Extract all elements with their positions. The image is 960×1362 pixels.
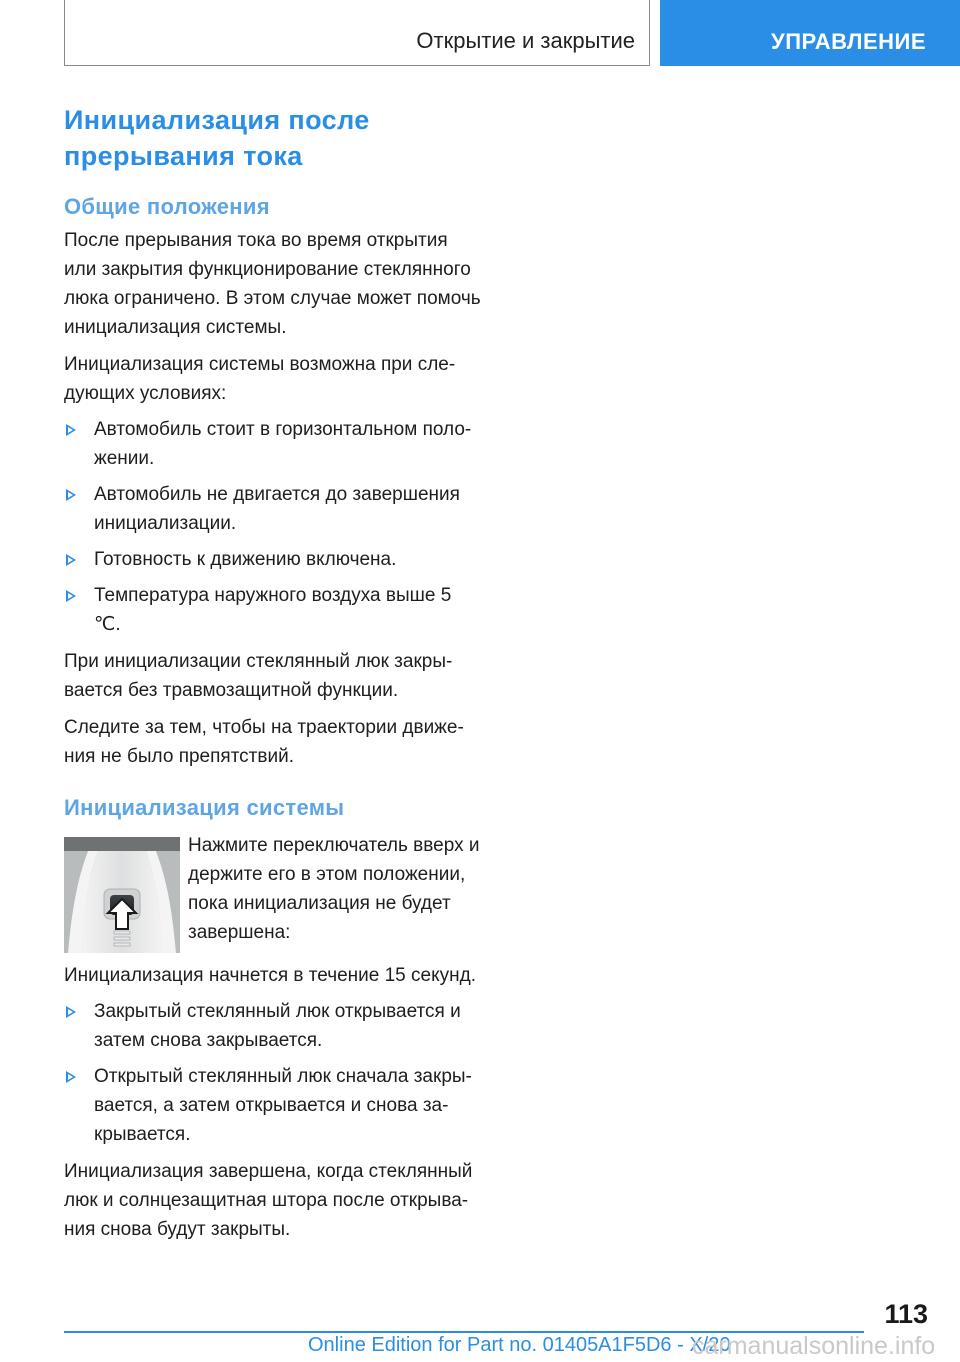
switch-figure bbox=[64, 831, 482, 953]
list-item bbox=[64, 480, 482, 538]
general-paragraph-3: При инициализации стеклянный люк закрывается без травмозащитной функции. bbox=[64, 651, 453, 701]
page-content bbox=[64, 102, 482, 1244]
system-paragraph-2: Инициализация завершена, когда стеклянный люк и солнцезащитная штора после открывания снова будут закрыты. bbox=[64, 1161, 473, 1240]
list-item-text: Открытый стеклянный люк сначала закрывается, а затем открывается и снова закрывается. bbox=[94, 1066, 472, 1145]
list-item-text: Автомобиль стоит в горизонтальном положении. bbox=[94, 419, 472, 469]
list-item bbox=[64, 545, 482, 574]
page-title-line2: прерывания тока bbox=[64, 141, 303, 171]
list-item-text: Готовность к движению включена. bbox=[94, 549, 397, 570]
bullet-triangle-icon bbox=[66, 424, 76, 436]
page-number: 113 bbox=[884, 1299, 928, 1329]
system-heading: Инициализация системы bbox=[64, 795, 345, 820]
system-paragraph-1: Инициализация начнется в течение 15 секунд. bbox=[64, 965, 476, 986]
footer-edition-text: Online Edition for Part no. 01405A1F5D6 - X/20 bbox=[308, 1334, 731, 1356]
header-section-title: Открытие и закрытие bbox=[416, 28, 635, 53]
general-paragraph-1: После прерывания тока во время открытия или закрытия функционирование стеклянного люка ограничено. В этом случае может помочь инициализация системы. bbox=[64, 230, 481, 338]
list-item bbox=[64, 997, 482, 1055]
list-item bbox=[64, 415, 482, 473]
switch-figure-text bbox=[188, 831, 482, 953]
header-chapter-tab bbox=[660, 0, 960, 66]
bullet-triangle-icon bbox=[66, 1071, 76, 1083]
roof-switch-up-icon bbox=[64, 837, 180, 953]
general-paragraph-4: Следите за тем, чтобы на траектории движения не было препятствий. bbox=[64, 717, 464, 767]
footer-watermark: carmanualsonline.info bbox=[692, 1332, 936, 1360]
list-item-text: Закрытый стеклянный люк открывается и затем снова закрывается. bbox=[94, 1001, 461, 1051]
conditions-list bbox=[64, 415, 482, 639]
general-paragraph-2: Инициализация системы возможна при следующих условиях: bbox=[64, 354, 456, 404]
bullet-triangle-icon bbox=[66, 590, 76, 602]
general-heading: Общие положения bbox=[64, 194, 270, 219]
list-item bbox=[64, 581, 482, 639]
list-item-text: Автомобиль не двигается до завершения инициализации. bbox=[94, 484, 460, 534]
header-chapter-title: УПРАВЛЕНИЕ bbox=[771, 29, 926, 54]
page-title bbox=[64, 102, 482, 174]
header-section-box bbox=[64, 0, 650, 66]
page-title-line1: Инициализация после bbox=[64, 105, 370, 135]
list-item bbox=[64, 1062, 482, 1149]
list-item-text: Температура наружного воздуха выше 5 ℃. bbox=[94, 585, 452, 635]
results-list bbox=[64, 997, 482, 1149]
bullet-triangle-icon bbox=[66, 489, 76, 501]
switch-instruction: Нажмите переключатель вверх и держите его в этом положении, пока инициализация не будет завершена: bbox=[188, 835, 480, 943]
bullet-triangle-icon bbox=[66, 1006, 76, 1018]
bullet-triangle-icon bbox=[66, 554, 76, 566]
